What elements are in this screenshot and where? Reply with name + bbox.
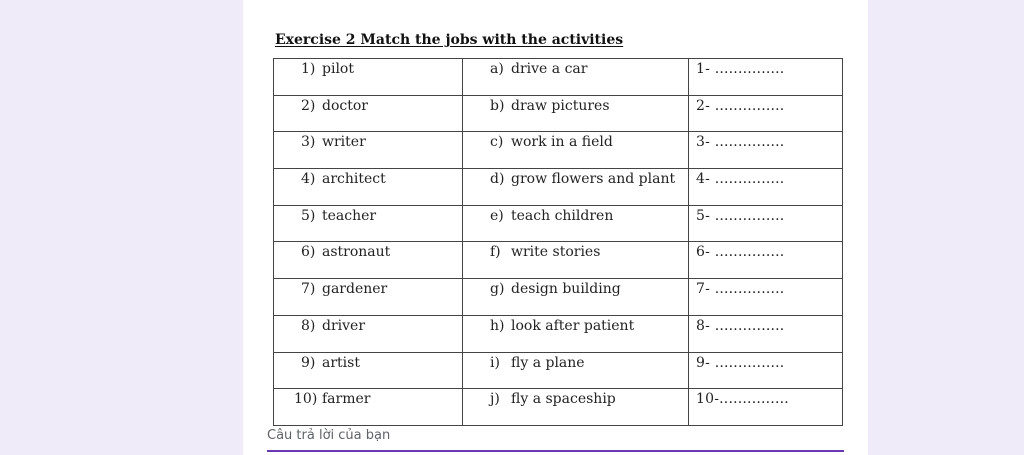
job-cell: [274, 389, 463, 426]
answer-blank: 6- ...............: [696, 244, 785, 261]
job-cell: [274, 352, 463, 389]
activity-letter: i): [490, 354, 500, 371]
activity-text: work in a field: [511, 134, 613, 151]
activity-text: drive a car: [511, 61, 588, 77]
job-number: 6): [301, 244, 316, 261]
table-row: [274, 389, 843, 426]
job-name: astronaut: [322, 244, 391, 261]
job-number: 8): [301, 317, 316, 334]
answer-cell: [689, 169, 843, 206]
job-cell: [274, 59, 463, 96]
table-row: [274, 205, 843, 242]
activity-letter: f): [490, 244, 501, 261]
answer-input-underline[interactable]: [267, 450, 844, 452]
job-number: 3): [301, 134, 316, 151]
activity-text: teach children: [511, 207, 614, 224]
job-name: farmer: [322, 391, 371, 408]
exercise-table: [273, 58, 843, 426]
job-cell: [274, 242, 463, 279]
answer-cell: [689, 352, 843, 389]
answer-blank: 7- ...............: [696, 281, 785, 298]
job-number: 7): [301, 281, 316, 298]
answer-cell: [689, 279, 843, 316]
answer-cell: [689, 315, 843, 352]
activity-letter: b): [490, 97, 505, 114]
activity-cell: [463, 279, 689, 316]
table-row: [274, 169, 843, 206]
activity-text: draw pictures: [511, 97, 610, 114]
activity-text: write stories: [511, 244, 601, 261]
activity-letter: h): [490, 317, 505, 334]
answer-blank: 1- ...............: [696, 61, 785, 77]
answer-blank: 4- ...............: [696, 171, 785, 188]
answer-cell: [689, 389, 843, 426]
answer-blank: 5- ...............: [696, 207, 785, 224]
job-cell: [274, 205, 463, 242]
activity-letter: j): [490, 391, 500, 408]
answer-blank: 8- ...............: [696, 317, 785, 334]
answer-blank: 2- ...............: [696, 97, 785, 114]
job-name: driver: [322, 317, 366, 334]
activity-cell: [463, 169, 689, 206]
answer-blank: 10-...............: [696, 391, 789, 408]
activity-cell: [463, 352, 689, 389]
answer-cell: [689, 205, 843, 242]
job-name: pilot: [322, 61, 354, 77]
table-row: [274, 279, 843, 316]
job-name: teacher: [322, 207, 377, 224]
activity-text: look after patient: [511, 317, 635, 334]
answer-cell: [689, 95, 843, 132]
table-row: [274, 315, 843, 352]
table-row: [274, 132, 843, 169]
activity-letter: d): [490, 171, 505, 188]
table-row: [274, 242, 843, 279]
answer-cell: [689, 132, 843, 169]
exercise-title: Exercise 2 Match the jobs with the activities: [275, 32, 624, 48]
answer-blank: 3- ...............: [696, 134, 785, 151]
activity-letter: a): [490, 61, 504, 77]
activity-letter: g): [490, 281, 505, 298]
activity-cell: [463, 132, 689, 169]
table-row: [274, 59, 843, 96]
activity-cell: [463, 95, 689, 132]
job-cell: [274, 279, 463, 316]
job-cell: [274, 169, 463, 206]
job-number: 10): [294, 391, 318, 408]
activity-letter: e): [490, 207, 504, 224]
job-name: artist: [322, 354, 360, 371]
activity-cell: [463, 59, 689, 96]
job-number: 4): [301, 171, 316, 188]
job-number: 1): [301, 61, 316, 77]
answer-blank: 9- ...............: [696, 354, 785, 371]
answer-input-placeholder[interactable]: Câu trả lời của bạn: [267, 428, 391, 443]
activity-cell: [463, 205, 689, 242]
job-name: writer: [322, 134, 366, 151]
job-name: gardener: [322, 281, 388, 298]
activity-cell: [463, 389, 689, 426]
activity-text: grow flowers and plant: [511, 171, 676, 188]
activity-text: design building: [511, 281, 621, 298]
job-cell: [274, 95, 463, 132]
job-number: 9): [301, 354, 316, 371]
activity-cell: [463, 242, 689, 279]
job-name: doctor: [322, 97, 368, 114]
answer-cell: [689, 242, 843, 279]
activity-cell: [463, 315, 689, 352]
job-cell: [274, 315, 463, 352]
job-number: 2): [301, 97, 316, 114]
table-row: [274, 352, 843, 389]
activity-text: fly a spaceship: [511, 391, 616, 408]
job-name: architect: [322, 171, 386, 188]
table-row: [274, 95, 843, 132]
job-number: 5): [301, 207, 316, 224]
activity-letter: c): [490, 134, 504, 151]
answer-cell: [689, 59, 843, 96]
activity-text: fly a plane: [511, 354, 585, 371]
job-cell: [274, 132, 463, 169]
